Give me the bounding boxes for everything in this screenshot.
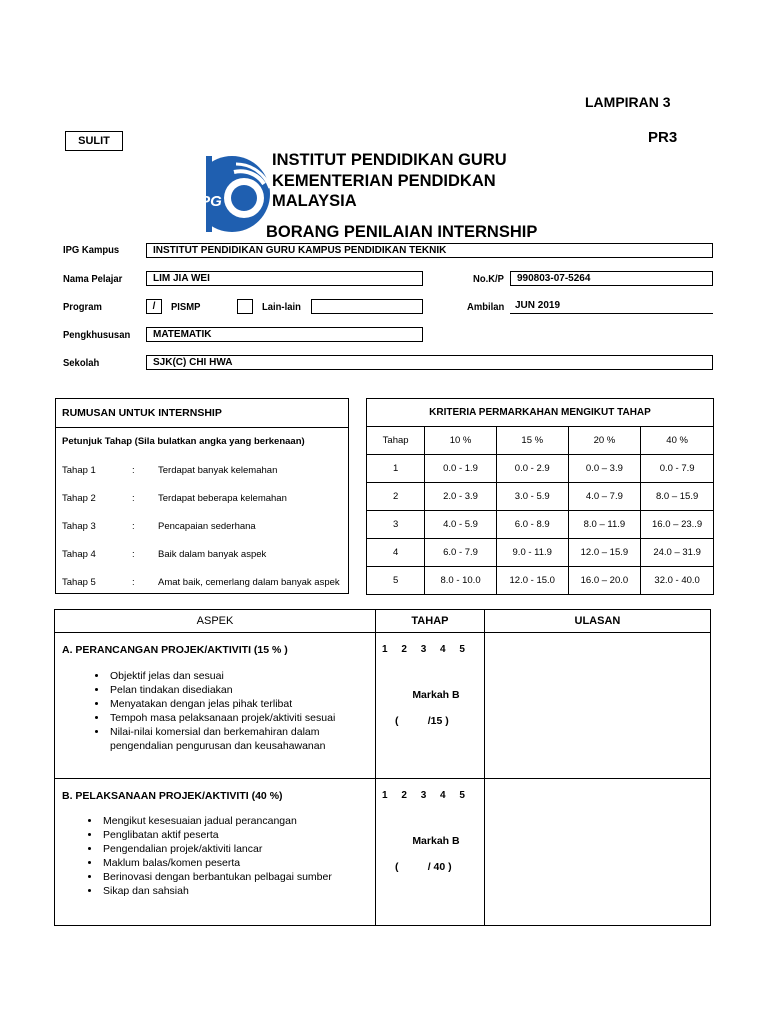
table-cell: 24.0 – 31.9 (641, 539, 714, 567)
nama-pelajar-field[interactable]: LIM JIA WEI (146, 271, 423, 286)
table-cell: 32.0 - 40.0 (641, 567, 714, 595)
column-header: Tahap (367, 427, 425, 455)
table-cell: 4.0 – 7.9 (568, 483, 641, 511)
ambilan-label: Ambilan (467, 301, 505, 313)
separator: : (132, 548, 135, 560)
list-item: • Tempoh masa pelaksanaan projek/aktiviti sesuai (108, 711, 375, 725)
ambilan-field[interactable]: JUN 2019 (510, 299, 713, 314)
list-item: • Mengikut kesesuaian jadual perancangan (101, 814, 375, 828)
logo-text: iPG (196, 193, 222, 210)
list-item: • Pelan tindakan disediakan (108, 683, 375, 697)
table-row (367, 539, 714, 567)
tahap-label: Tahap 5 (62, 576, 96, 588)
lain-lain-label: Lain-lain (262, 301, 301, 313)
pismp-label: PISMP (171, 301, 201, 313)
score-field[interactable]: ( /15 ) (395, 715, 449, 727)
table-cell: 0.0 - 7.9 (641, 455, 714, 483)
section-title: A. PERANCANGAN PROJEK/AKTIVITI (15 % ) (62, 644, 288, 656)
column-header: 20 % (568, 427, 641, 455)
column-header: 40 % (641, 427, 714, 455)
table-cell: 12.0 – 15.9 (568, 539, 641, 567)
list-item (56, 456, 348, 484)
rumusan-title: RUMUSAN UNTUK INTERNSHIP (56, 399, 348, 428)
table-cell: 8.0 – 15.9 (641, 483, 714, 511)
markah-label: Markah B (412, 835, 460, 847)
list-item: • Objektif jelas dan sesuai (108, 669, 375, 683)
table-cell: 9.0 - 11.9 (496, 539, 568, 567)
petunjuk-tahap: Petunjuk Tahap (Sila bulatkan angka yang berkenaan) (62, 436, 305, 447)
separator: : (132, 520, 135, 532)
level-selector[interactable]: 1 2 3 4 5 (382, 644, 466, 655)
kriteria-table (366, 398, 714, 595)
program-label: Program (63, 301, 102, 313)
form-title: BORANG PENILAIAN INTERNSHIP (266, 223, 538, 241)
tahap-label: Tahap 4 (62, 548, 96, 560)
table-cell: 4 (367, 539, 425, 567)
table-row (55, 779, 711, 926)
table-cell: 12.0 - 15.0 (496, 567, 568, 595)
lain-lain-field[interactable] (311, 299, 423, 314)
separator: : (132, 492, 135, 504)
table-cell: 3.0 - 5.9 (496, 483, 568, 511)
column-header: 15 % (496, 427, 568, 455)
sulit-stamp: SULIT (65, 131, 123, 151)
ipg-logo (192, 154, 272, 234)
aspek-table (54, 609, 711, 926)
table-cell: 5 (367, 567, 425, 595)
pengkhususan-label: Pengkhususan (63, 329, 131, 341)
list-item (56, 484, 348, 512)
rumusan-box (55, 398, 349, 594)
table-header (367, 427, 714, 455)
institute-line-2: KEMENTERIAN PENDIDKAN (272, 171, 496, 190)
tahap-desc: Terdapat beberapa kelemahan (158, 492, 287, 504)
separator: : (132, 576, 135, 588)
nokp-field[interactable]: 990803-07-5264 (510, 271, 713, 286)
table-row (55, 633, 711, 779)
pengkhususan-field[interactable]: MATEMATIK (146, 327, 423, 342)
table-cell: 0.0 - 1.9 (425, 455, 497, 483)
tahap-label: Tahap 2 (62, 492, 96, 504)
table-cell: 3 (367, 511, 425, 539)
table-cell: 6.0 - 8.9 (496, 511, 568, 539)
separator: : (132, 464, 135, 476)
table-cell: 0.0 - 2.9 (496, 455, 568, 483)
lampiran-label: LAMPIRAN 3 (585, 94, 671, 110)
lain-lain-checkbox[interactable] (237, 299, 253, 314)
table-row (367, 455, 714, 483)
table-cell: 6.0 - 7.9 (425, 539, 497, 567)
ipg-kampus-label: IPG Kampus (63, 244, 120, 256)
level-selector[interactable]: 1 2 3 4 5 (382, 790, 466, 801)
nama-pelajar-label: Nama Pelajar (63, 273, 123, 285)
table-cell: 2.0 - 3.9 (425, 483, 497, 511)
list-item (56, 540, 348, 568)
aspek-cell (55, 633, 376, 779)
list-item (56, 568, 348, 596)
table-cell: 1 (367, 455, 425, 483)
list-item: • Penglibatan aktif peserta (101, 828, 375, 842)
sekolah-label: Sekolah (63, 357, 100, 369)
institute-line-1: INSTITUT PENDIDIKAN GURU (272, 151, 507, 169)
ulasan-cell[interactable] (484, 779, 710, 926)
table-cell: 4.0 - 5.9 (425, 511, 497, 539)
sekolah-field[interactable]: SJK(C) CHI HWA (146, 355, 713, 370)
table-cell: 2 (367, 483, 425, 511)
column-header: 10 % (425, 427, 497, 455)
form-code: PR3 (648, 129, 678, 146)
column-header: TAHAP (376, 610, 485, 633)
institute-line-3: MALAYSIA (272, 192, 357, 210)
tahap-desc: Terdapat banyak kelemahan (158, 464, 278, 476)
list-item: • Sikap dan sahsiah (101, 884, 375, 898)
column-header: ASPEK (55, 610, 376, 633)
table-cell: 0.0 – 3.9 (568, 455, 641, 483)
criteria-list (55, 669, 375, 753)
table-row (367, 567, 714, 595)
tahap-cell[interactable] (376, 633, 485, 779)
list-item: • Berinovasi dengan berbantukan pelbagai sumber (101, 870, 375, 884)
score-field[interactable]: ( / 40 ) (395, 861, 452, 873)
tahap-label: Tahap 3 (62, 520, 96, 532)
kriteria-title: KRITERIA PERMARKAHAN MENGIKUT TAHAP (367, 399, 714, 427)
list-item: • Pengendalian projek/aktiviti lancar (101, 842, 375, 856)
nokp-label: No.K/P (473, 273, 504, 285)
pismp-checkbox[interactable]: / (146, 299, 162, 314)
column-header: ULASAN (484, 610, 710, 633)
tahap-desc: Baik dalam banyak aspek (158, 548, 267, 560)
tahap-cell[interactable] (376, 779, 485, 926)
tahap-desc: Pencapaian sederhana (158, 520, 256, 532)
institute-name (272, 150, 507, 212)
table-cell: 8.0 – 11.9 (568, 511, 641, 539)
section-title: B. PELAKSANAAN PROJEK/AKTIVITI (40 %) (62, 790, 283, 802)
list-item (56, 512, 348, 540)
tahap-desc: Amat baik, cemerlang dalam banyak aspek (158, 576, 340, 588)
table-cell: 16.0 – 20.0 (568, 567, 641, 595)
table-header (55, 610, 711, 633)
list-item: • Menyatakan dengan jelas pihak terlibat (108, 697, 375, 711)
list-item: • Nilai-nilai komersial dan berkemahiran dalam pengendalian pengurusan dan keusahawanan (108, 725, 375, 753)
aspek-cell (55, 779, 376, 926)
list-item: • Maklum balas/komen peserta (101, 856, 375, 870)
table-row (367, 483, 714, 511)
table-row (367, 511, 714, 539)
ulasan-cell[interactable] (484, 633, 710, 779)
tahap-label: Tahap 1 (62, 464, 96, 476)
table-cell: 16.0 – 23..9 (641, 511, 714, 539)
markah-label: Markah B (412, 689, 460, 701)
table-cell: 8.0 - 10.0 (425, 567, 497, 595)
ipg-kampus-field[interactable]: INSTITUT PENDIDIKAN GURU KAMPUS PENDIDIKAN TEKNIK (146, 243, 713, 258)
criteria-list (55, 814, 375, 898)
